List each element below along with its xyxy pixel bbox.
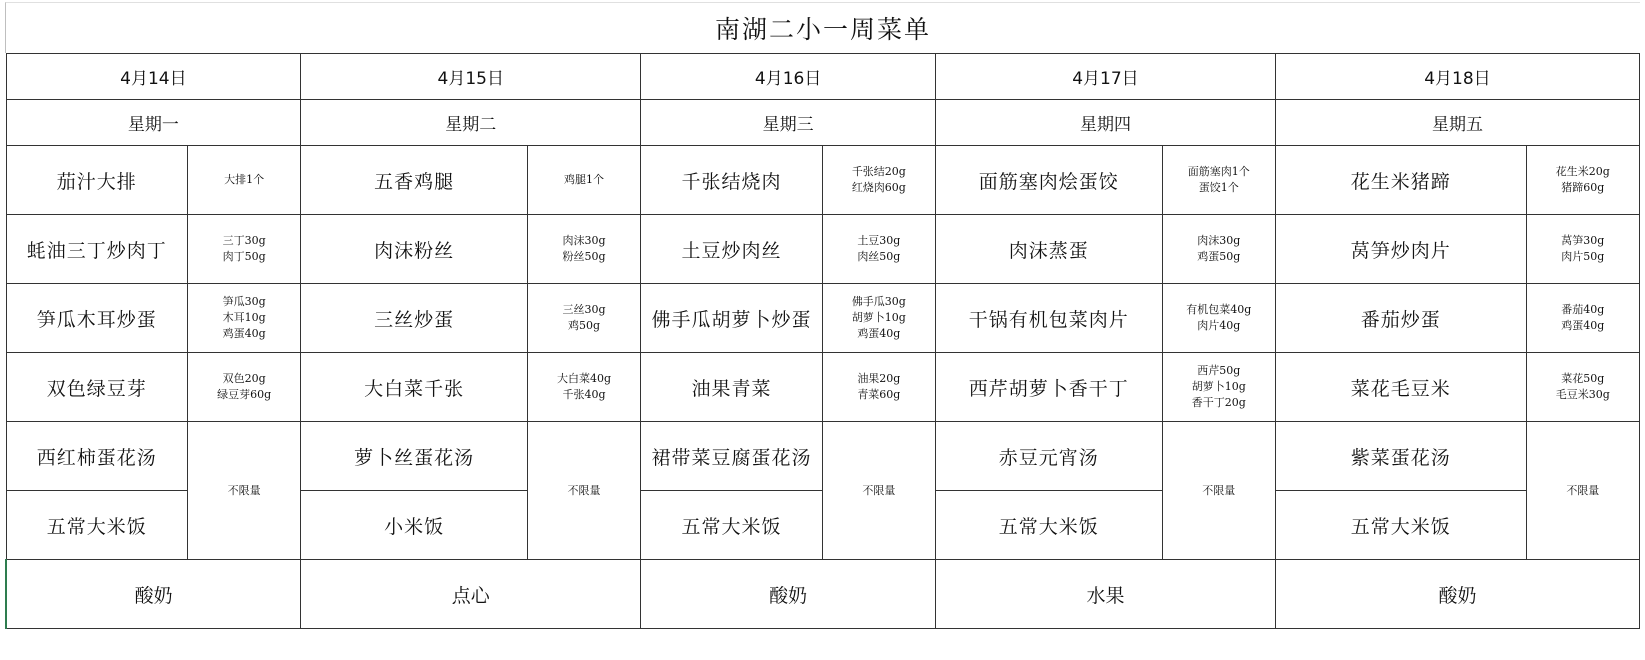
quantity-line: 千张40g [562, 388, 606, 401]
dish-quantity [527, 284, 640, 353]
dish-quantity [822, 215, 935, 284]
soup-name: 紫菜蛋花汤 [1275, 422, 1526, 491]
quantity-line: 粉丝50g [562, 250, 606, 263]
soup-name: 西红柿蛋花汤 [6, 422, 187, 491]
weekday-header: 星期四 [936, 100, 1276, 146]
unlimited-label: 不限量 [1526, 422, 1639, 560]
rice-name: 五常大米饭 [1275, 491, 1526, 560]
date-row [6, 54, 1640, 100]
dish-quantity [1526, 284, 1639, 353]
quantity-line: 红烧肉60g [851, 181, 906, 194]
quantity-line: 肉沫30g [1197, 234, 1241, 247]
weekday-header: 星期二 [301, 100, 641, 146]
snack-name: 点心 [301, 560, 641, 629]
quantity-line: 大排1个 [224, 173, 265, 186]
rice-name: 五常大米饭 [6, 491, 187, 560]
dish-name: 花生米猪蹄 [1275, 146, 1526, 215]
dish-quantity [1162, 284, 1275, 353]
quantity-line: 绿豆芽60g [217, 388, 272, 401]
dish-row [6, 215, 1640, 284]
quantity-line: 三丝30g [562, 303, 606, 316]
quantity-line: 笋瓜30g [222, 295, 266, 308]
unlimited-label: 不限量 [187, 422, 300, 560]
quantity-line: 双色20g [222, 372, 266, 385]
quantity-line: 胡萝卜10g [1191, 380, 1246, 393]
quantity-line: 油果20g [857, 372, 901, 385]
snack-name: 酸奶 [641, 560, 936, 629]
dish-quantity [1526, 146, 1639, 215]
dish-row [6, 284, 1640, 353]
date-header: 4月14日 [6, 54, 301, 100]
rice-name: 五常大米饭 [641, 491, 822, 560]
quantity-line: 鸡蛋40g [222, 327, 266, 340]
quantity-line: 莴笋30g [1561, 234, 1605, 247]
dish-name: 番茄炒蛋 [1275, 284, 1526, 353]
quantity-line: 肉片40g [1197, 319, 1241, 332]
dish-name: 肉沫蒸蛋 [936, 215, 1163, 284]
weekday-header: 星期三 [641, 100, 936, 146]
quantity-line: 肉丝50g [857, 250, 901, 263]
dish-name: 大白菜千张 [301, 353, 528, 422]
dish-quantity [1162, 146, 1275, 215]
dish-name: 土豆炒肉丝 [641, 215, 822, 284]
quantity-line: 大白菜40g [557, 372, 612, 385]
quantity-line: 胡萝卜10g [851, 311, 906, 324]
quantity-line: 香干丁20g [1191, 396, 1246, 409]
quantity-line: 千张结20g [851, 165, 906, 178]
menu-title: 南湖二小一周菜单 [5, 2, 1640, 53]
dish-quantity [1162, 215, 1275, 284]
quantity-line: 鸡蛋50g [1197, 250, 1241, 263]
quantity-line: 西芹50g [1197, 364, 1241, 377]
quantity-line: 鸡蛋40g [857, 327, 901, 340]
quantity-line: 有机包菜40g [1186, 303, 1252, 316]
quantity-line: 土豆30g [857, 234, 901, 247]
dish-quantity [187, 284, 300, 353]
dish-quantity [822, 284, 935, 353]
dish-name: 西芹胡萝卜香干丁 [936, 353, 1163, 422]
unlimited-label: 不限量 [527, 422, 640, 560]
dish-name: 千张结烧肉 [641, 146, 822, 215]
soup-name: 裙带菜豆腐蛋花汤 [641, 422, 822, 491]
quantity-line: 面筋塞肉1个 [1187, 165, 1250, 178]
snack-row [6, 560, 1640, 629]
dish-quantity [822, 146, 935, 215]
quantity-line: 木耳10g [222, 311, 266, 324]
date-header: 4月15日 [301, 54, 641, 100]
snack-name: 酸奶 [1275, 560, 1639, 629]
weekday-row [6, 100, 1640, 146]
quantity-line: 肉沫30g [562, 234, 606, 247]
quantity-line: 蛋饺1个 [1198, 181, 1239, 194]
soup-row [6, 422, 1640, 491]
weekday-header: 星期五 [1275, 100, 1639, 146]
snack-name: 水果 [936, 560, 1276, 629]
dish-quantity [527, 146, 640, 215]
unlimited-label: 不限量 [1162, 422, 1275, 560]
quantity-line: 猪蹄60g [1561, 181, 1605, 194]
rice-name: 五常大米饭 [936, 491, 1163, 560]
unlimited-label: 不限量 [822, 422, 935, 560]
date-header: 4月17日 [936, 54, 1276, 100]
snack-name: 酸奶 [6, 560, 301, 629]
weekday-header: 星期一 [6, 100, 301, 146]
dish-name: 干锅有机包菜肉片 [936, 284, 1163, 353]
dish-quantity [1162, 353, 1275, 422]
dish-name: 三丝炒蛋 [301, 284, 528, 353]
dish-name: 佛手瓜胡萝卜炒蛋 [641, 284, 822, 353]
quantity-line: 花生米20g [1555, 165, 1610, 178]
menu-table [5, 53, 1640, 629]
quantity-line: 鸡50g [568, 319, 601, 332]
quantity-line: 三丁30g [222, 234, 266, 247]
dish-name: 面筋塞肉烩蛋饺 [936, 146, 1163, 215]
dish-quantity [187, 146, 300, 215]
quantity-line: 肉丁50g [222, 250, 266, 263]
quantity-line: 佛手瓜30g [851, 295, 906, 308]
quantity-line: 毛豆米30g [1555, 388, 1610, 401]
quantity-line: 鸡蛋40g [1561, 319, 1605, 332]
menu-sheet [5, 2, 1640, 629]
dish-quantity [822, 353, 935, 422]
dish-quantity [187, 353, 300, 422]
quantity-line: 鸡腿1个 [564, 173, 605, 186]
dish-name: 双色绿豆芽 [6, 353, 187, 422]
soup-name: 萝卜丝蛋花汤 [301, 422, 528, 491]
dish-row [6, 353, 1640, 422]
quantity-line: 肉片50g [1561, 250, 1605, 263]
rice-name: 小米饭 [301, 491, 528, 560]
dish-quantity [1526, 353, 1639, 422]
dish-quantity [187, 215, 300, 284]
dish-name: 茄汁大排 [6, 146, 187, 215]
dish-name: 肉沫粉丝 [301, 215, 528, 284]
dish-quantity [527, 215, 640, 284]
dish-name: 蚝油三丁炒肉丁 [6, 215, 187, 284]
dish-name: 油果青菜 [641, 353, 822, 422]
quantity-line: 青菜60g [857, 388, 901, 401]
date-header: 4月16日 [641, 54, 936, 100]
soup-name: 赤豆元宵汤 [936, 422, 1163, 491]
dish-name: 莴笋炒肉片 [1275, 215, 1526, 284]
dish-name: 笋瓜木耳炒蛋 [6, 284, 187, 353]
quantity-line: 菜花50g [1561, 372, 1605, 385]
dish-row [6, 146, 1640, 215]
quantity-line: 番茄40g [1561, 303, 1605, 316]
dish-name: 菜花毛豆米 [1275, 353, 1526, 422]
date-header: 4月18日 [1275, 54, 1639, 100]
dish-quantity [1526, 215, 1639, 284]
dish-name: 五香鸡腿 [301, 146, 528, 215]
dish-quantity [527, 353, 640, 422]
